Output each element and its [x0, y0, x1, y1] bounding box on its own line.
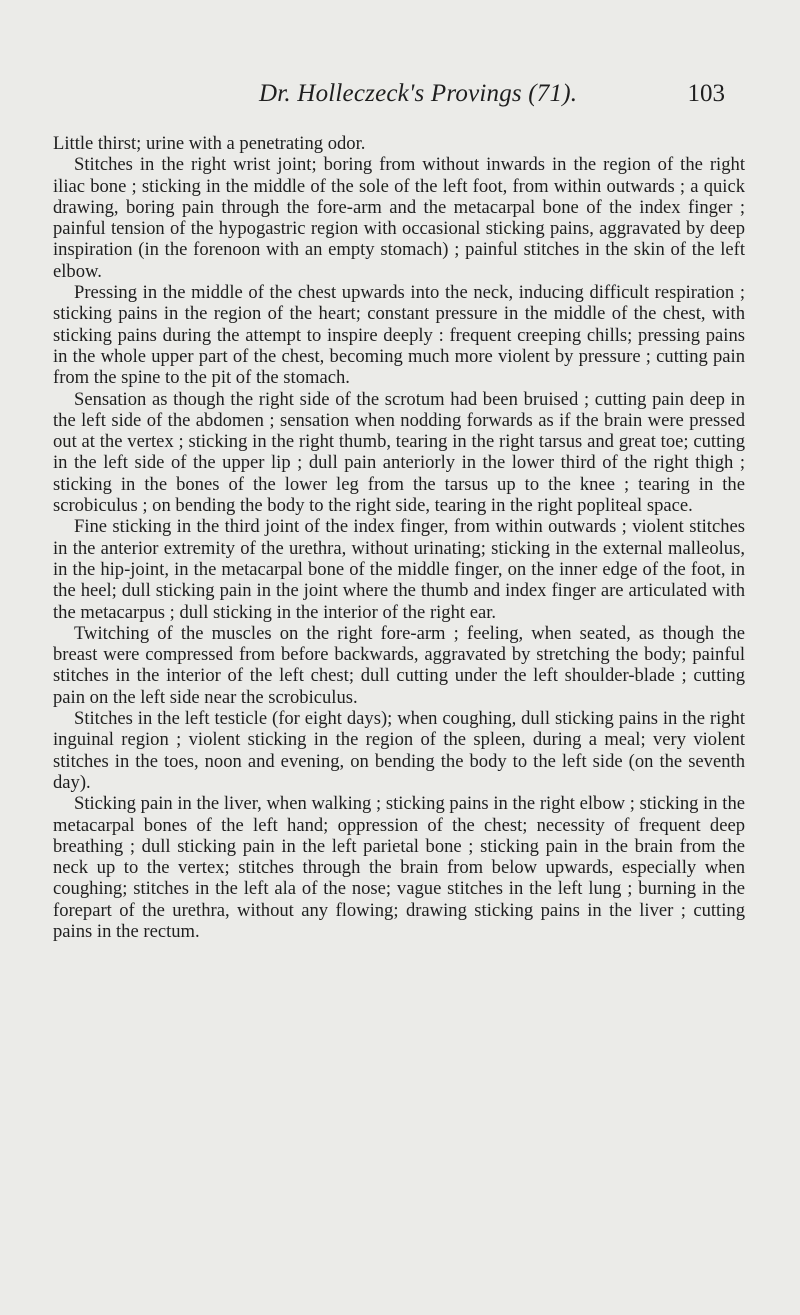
page-header-title: Dr. Holleczeck's Provings (71).	[259, 80, 578, 107]
paragraph: Stitches in the left testicle (for eight days); when coughing, dull sticking pains in the right inguinal region ; violent sticking in the region of the spleen, during a meal; very violent stitches in the toes, noon and evening, on bending the body to the left side (on the seventh day).	[53, 708, 745, 793]
paragraph: Fine sticking in the third joint of the index finger, from within outwards ; violent stitches in the anterior extremity of the urethra, without urinating; sticking in the external malleolus, in the hip-joint, in the metacarpal bone of the middle finger, on the inner edge of the foot, in the heel; dull sticking pain in the joint where the thumb and index finger are articulated with the metacarpus ; dull sticking in the interior of the right ear.	[53, 516, 745, 623]
paragraph: Sticking pain in the liver, when walking ; sticking pains in the right elbow ; sticking in the metacarpal bones of the left hand; oppression of the chest; necessity of frequent deep breathing ; dull sticking pain in the left parietal bone ; sticking pain in the brain from the neck up to the vertex; stitches through the brain from below upwards, especially when coughing; stitches in the left ala of the nose; vague stitches in the left lung ; burning in the forepart of the urethra, without any flowing; drawing sticking pains in the liver ; cutting pains in the rectum.	[53, 793, 745, 942]
page-number: 103	[687, 80, 725, 107]
paragraph: Sensation as though the right side of the scrotum had been bruised ; cutting pain deep in the left side of the abdomen ; sensation when nodding forwards as if the brain were pressed out at the vertex ; sticking in the right thumb, tearing in the right tarsus and great toe; cutting in the left side of the upper lip ; dull pain anteriorly in the lower third of the right thigh ; sticking in the bones of the lower leg from the tarsus up to the knee ; tearing in the scrobiculus ; on bending the body to the right side, tearing in the right popliteal space.	[53, 388, 745, 517]
body-text	[53, 133, 745, 942]
paragraph: Little thirst; urine with a penetrating odor.	[53, 133, 366, 154]
paragraph: Twitching of the muscles on the right fore-arm ; feeling, when seated, as though the breast were compressed from before backwards, aggravated by stretching the body; painful stitches in the interior of the left chest; dull cutting under the left shoulder-blade ; cutting pain on the left side near the scrobiculus.	[53, 622, 745, 708]
paragraph: Pressing in the middle of the chest upwards into the neck, inducing difficult respiration ; sticking pains in the region of the heart; constant pressure in the middle of the chest, with sticking pains during the attempt to inspire deeply : frequent creeping chills; pressing pains in the whole upper part of the chest, becoming much more violent by pressure ; cutting pain from the spine to the pit of the stomach.	[53, 282, 745, 389]
running-header	[0, 80, 800, 120]
paragraph: Stitches in the right wrist joint; boring from without inwards in the region of the right iliac bone ; sticking in the middle of the sole of the left foot, from within outwards ; a quick drawing, boring pain through the fore-arm and the metacarpal bone of the index finger ; painful tension of the hypogastric region with occasional sticking pains, aggravated by deep inspiration (in the forenoon with an empty stomach) ; painful stitches in the skin of the left elbow.	[53, 154, 745, 282]
